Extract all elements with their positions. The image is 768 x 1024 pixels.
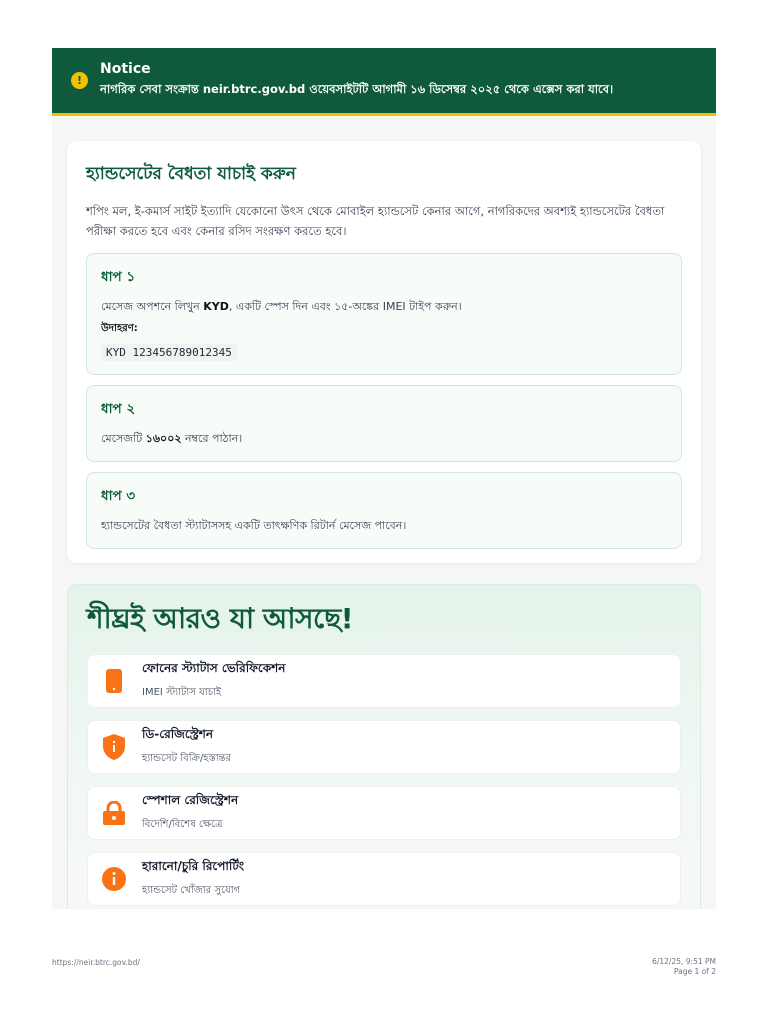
feature-subtitle: হ্যান্ডসেট খোঁজার সুযোগ (142, 885, 241, 896)
step-text: মেসেজটি ১৬০০২ নম্বরে পাঠান। (101, 432, 243, 445)
feature-title: হারানো/চুরি রিপোর্টিং (142, 859, 245, 873)
feature-subtitle: বিদেশি/বিশেষ ক্ষেত্রে (142, 819, 223, 830)
verify-card (67, 141, 701, 563)
step-text: হ্যান্ডসেটের বৈধতা স্ট্যাটাসসহ একটি তাৎক্ষণিক রিটার্ন মেসেজ পাবেন। (101, 519, 407, 532)
step-title: ধাপ ২ (101, 401, 136, 417)
feature-special-registration[interactable] (87, 786, 681, 840)
feature-subtitle: IMEI স্ট্যাটাস যাচাই (142, 687, 222, 698)
example-code: KYD 123456789012345 (101, 344, 237, 361)
step-1 (86, 253, 682, 375)
feature-deregistration[interactable] (87, 720, 681, 774)
footer-meta (652, 957, 716, 977)
feature-title: স্পেশাল রেজিস্ট্রেশন (142, 793, 239, 807)
feature-title: ফোনের স্ট্যাটাস ভেরিফিকেশন (142, 661, 286, 675)
feature-title: ডি-রেজিস্ট্রেশন (142, 727, 214, 741)
footer-page: Page 1 of 2 (673, 967, 716, 976)
shield-icon (102, 735, 126, 759)
feature-subtitle: হ্যান্ডসেট বিক্রি/হস্তান্তর (142, 753, 232, 764)
coming-soon-title: শীঘ্রই আরও যা আসছে! (87, 602, 354, 635)
step-text: মেসেজ অপশনে লিখুন KYD, একটি স্পেস দিন এবং ১৫-অঙ্কের IMEI টাইপ করুন। (101, 300, 462, 313)
notice-banner (52, 48, 716, 116)
lock-icon (102, 801, 126, 825)
feature-phone-status[interactable] (87, 654, 681, 708)
step-title: ধাপ ১ (101, 269, 136, 285)
verify-description: শপিং মল, ই-কমার্স সাইট ইত্যাদি যেকোনো উৎস থেকে মোবাইল হ্যান্ডসেট কেনার আগে, নাগরিকদের অবশ্যই হ্যান্ডসেটের বৈধতা পরীক্ষা করতে হবে এবং কেনার রসিদ সংরক্ষণ করতে হবে। (86, 204, 665, 238)
warning-icon: ! (71, 72, 88, 89)
step-2 (86, 385, 682, 462)
footer-datetime: 6/12/25, 9:51 PM (652, 957, 716, 966)
example-label: উদাহরণ: (101, 323, 138, 334)
notice-title: Notice (100, 61, 151, 77)
footer-url: https://neir.btrc.gov.bd/ (52, 958, 140, 967)
step-3 (86, 472, 682, 549)
step-title: ধাপ ৩ (101, 488, 136, 504)
page-content (52, 48, 716, 909)
info-icon (102, 867, 126, 891)
coming-soon-section (67, 584, 701, 909)
phone-icon (102, 669, 126, 693)
verify-title: হ্যান্ডসেটের বৈধতা যাচাই করুন (86, 164, 296, 184)
notice-body: নাগরিক সেবা সংক্রান্ত neir.btrc.gov.bd ওয়েবসাইটটি আগামী ১৬ ডিসেম্বর ২০২৫ থেকে এক্সেস করা যাবে। (100, 82, 614, 96)
feature-lost-stolen-reporting[interactable] (87, 852, 681, 906)
